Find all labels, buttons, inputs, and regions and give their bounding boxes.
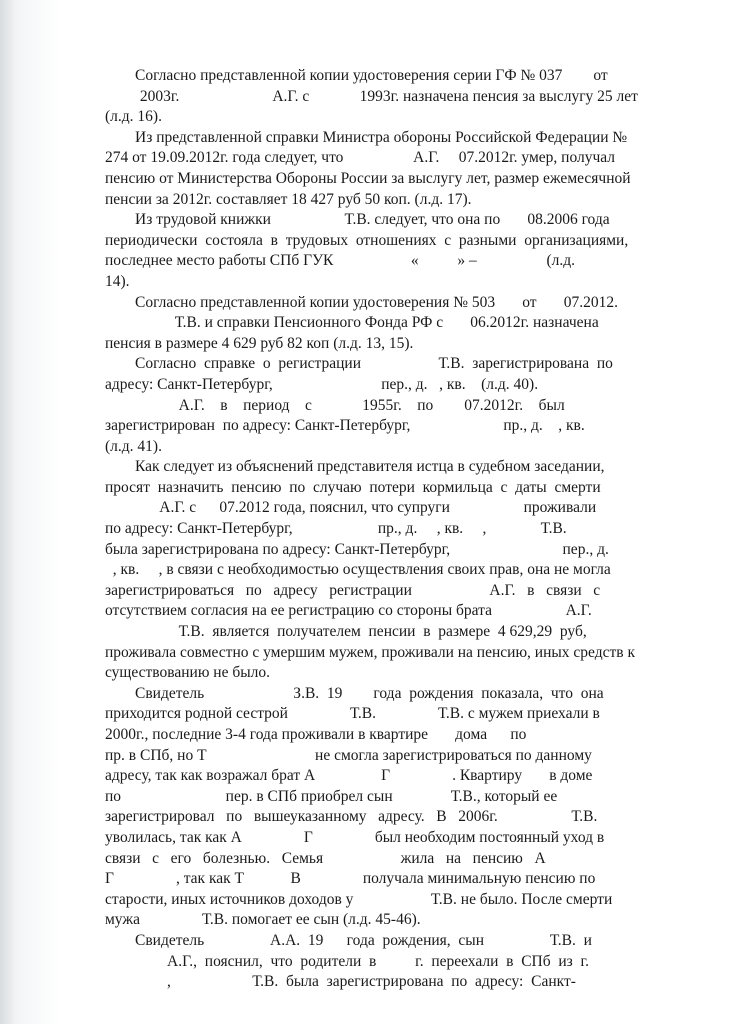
- text-line: 14).: [105, 272, 130, 290]
- text-line: , Т.В. была зарегистрирована по адресу: Санкт-: [105, 973, 576, 991]
- text-line: Согласно представленной копии удостоверения № 503 от 07.2012.: [135, 293, 618, 311]
- text-line: старости, иных источников доходов у Т.В. не было. После смерти: [105, 890, 613, 908]
- text-line: была зарегистрирована по адресу: Санкт-Петербург, пер., д.: [105, 540, 609, 558]
- text-line: А.Г. в период с 1955г. по 07.2012г. был: [105, 396, 565, 414]
- text-line: 2000г., последние 3-4 года проживали в квартире дома по: [105, 726, 527, 743]
- text-line: 2003г. А.Г. с 1993г. назначена пенсия за выслугу 25 лет: [105, 87, 638, 105]
- text-line: 274 от 19.09.2012г. года следует, что А.Г. 07.2012г. умер, получал: [105, 149, 616, 167]
- text-line: пр. в СПб, но Т не смогла зарегистрироваться по данному: [105, 746, 592, 764]
- text-line: по пер. в СПб приобрел сын Т.В., который ее: [105, 787, 558, 805]
- text-line: пенсия в размере 4 629 руб 82 коп (л.д. 13, 15).: [105, 334, 414, 352]
- text-line: зарегистрироваться по адресу регистрации А.Г. в связи с: [105, 581, 601, 599]
- text-line: приходится родной сестрой Т.В. Т.В. с мужем приехали в: [105, 705, 600, 723]
- text-line: связи с его болезнью. Семья жила на пенсию А: [105, 849, 546, 867]
- text-line: Т.В. и справки Пенсионного Фонда РФ с 06.2012г. назначена: [105, 314, 599, 332]
- text-line: Свидетель З.В. 19 года рождения показала, что она: [135, 684, 604, 702]
- text-line: А.Г. с 07.2012 года, пояснил, что супруги проживали: [105, 499, 597, 517]
- text-line: уволилась, так как А Г был необходим постоянный уход в: [105, 828, 605, 846]
- text-line: Т.В. является получателем пенсии в размере 4 629,29 руб,: [105, 623, 587, 641]
- scan-left-edge: [0, 0, 14, 1024]
- text-line: (л.д. 16).: [105, 108, 162, 126]
- text-line: А.Г., пояснил, что родители в г. переехали в СПб из г.: [105, 952, 590, 970]
- text-line: последнее место работы СПб ГУК « » – (л.д.: [105, 252, 576, 270]
- text-line: , кв. , в связи с необходимостью осуществления своих прав, она не могла: [105, 561, 611, 579]
- text-line: Как следует из объяснений представителя истца в судебном заседании,: [135, 458, 605, 476]
- text-line: периодически состояла в трудовых отношениях с разными организациями,: [105, 231, 629, 249]
- text-line: отсутствием согласия на ее регистрацию со стороны брата А.Г.: [105, 602, 592, 620]
- text-line: Г , так как Т В получала минимальную пенсию по: [105, 870, 596, 888]
- text-line: (л.д. 41).: [105, 437, 162, 455]
- text-line: Свидетель А.А. 19 года рождения, сын Т.В. и: [135, 931, 592, 949]
- text-line: существованию не было.: [105, 664, 270, 682]
- text-line: по адресу: Санкт-Петербург, пр., д. , кв. , Т.В.: [105, 520, 567, 538]
- text-line: пенсии за 2012г. составляет 18 427 руб 50 коп. (л.д. 17).: [105, 190, 472, 208]
- text-line: проживала совместно с умершим мужем, проживали на пенсию, иных средств к: [105, 643, 635, 661]
- text-line: адресу: Санкт-Петербург, пер., д. , кв. (л.д. 40).: [105, 375, 539, 393]
- text-line: Согласно справке о регистрации Т.В. зарегистрирована по: [135, 355, 613, 373]
- text-line: Из представленной справки Министра обороны Российской Федерации №: [135, 128, 628, 146]
- text-line: Из трудовой книжки Т.В. следует, что она по 08.2006 года: [135, 211, 610, 229]
- text-line: зарегистрировал по вышеуказанному адресу. В 2006г. Т.В.: [105, 808, 598, 826]
- text-line: просят назначить пенсию по случаю потери кормильца с даты смерти: [105, 478, 601, 496]
- text-line: адресу, так как возражал брат А Г . Квартиру в доме: [105, 767, 593, 785]
- text-line: Согласно представленной копии удостоверения серии ГФ № 037 от: [135, 67, 608, 84]
- text-line: пенсию от Министерства Обороны России за выслугу лет, размер ежемесячной: [105, 169, 631, 187]
- text-line: мужа Т.В. помогает ее сын (л.д. 45-46).: [105, 911, 421, 929]
- text-line: зарегистрирован по адресу: Санкт-Петербург, пр., д. , кв.: [105, 417, 585, 435]
- document-body: [105, 66, 705, 993]
